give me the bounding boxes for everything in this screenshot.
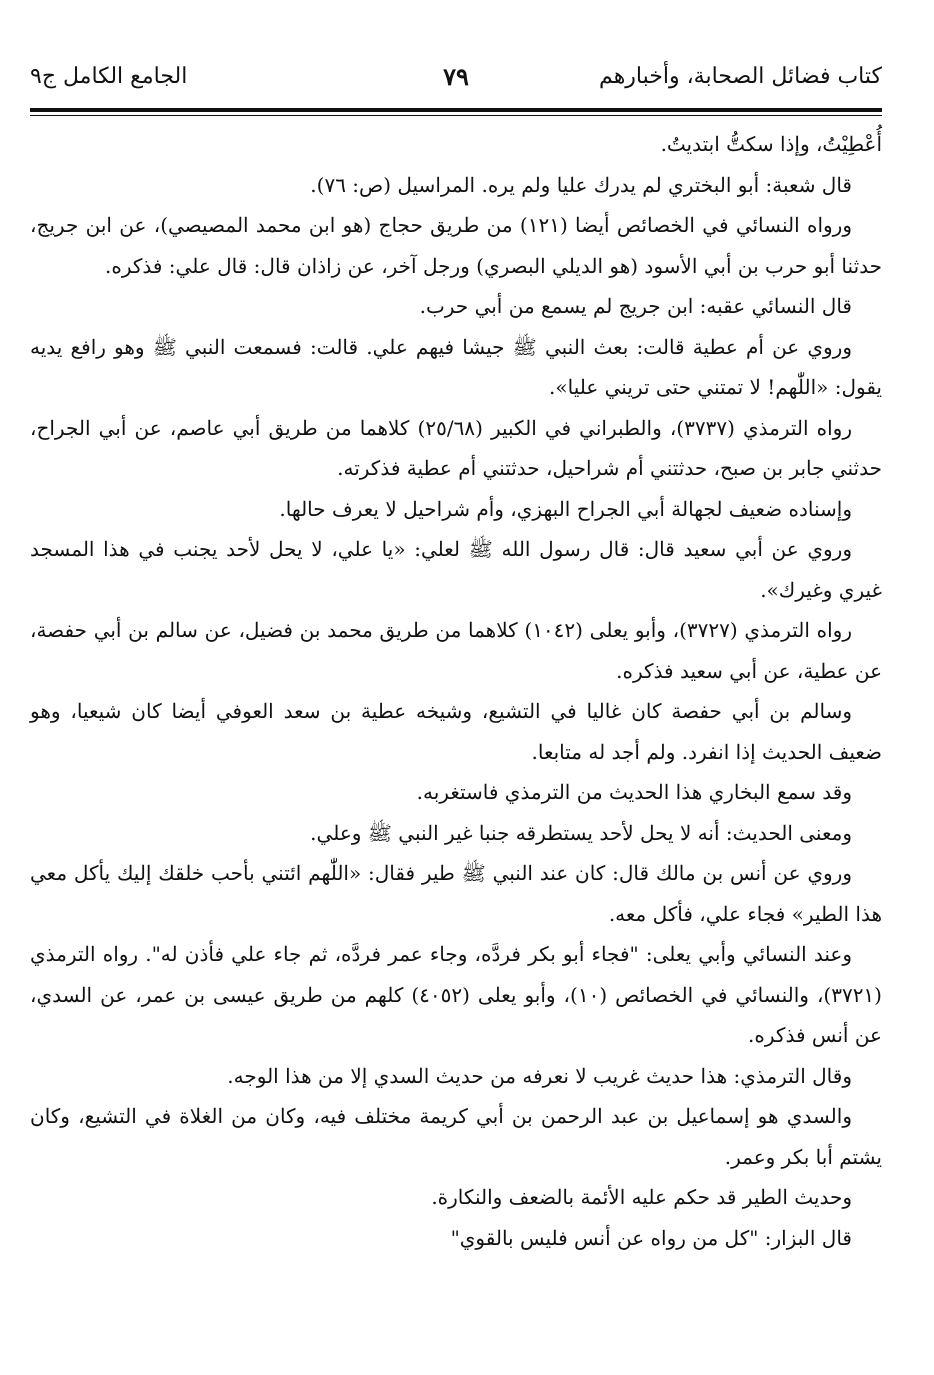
header-rule-thin	[30, 115, 882, 116]
page-number: ٧٩	[443, 62, 469, 91]
paragraph: ومعنى الحديث: أنه لا يحل لأحد يستطرقه جنبا غير النبي ﷺ وعلي.	[310, 820, 852, 845]
paragraph: رواه الترمذي (٣٧٣٧)، والطبراني في الكبير (٢٥/٦٨) كلاهما من طريق أبي عاصم، عن أبي الجراح، حدثني جابر بن صبح، حدثتني أم شراحيل، حدثتني أم عطية فذكرته.	[30, 415, 882, 480]
paragraph: وروي عن أم عطية قالت: بعث النبي ﷺ جيشا فيهم علي. قالت: فسمعت النبي ﷺ وهو رافع يديه يقول: «اللّٰهم! لا تمتني حتى تريني عليا».	[30, 334, 882, 399]
paragraph: وروي عن أنس بن مالك قال: كان عند النبي ﷺ طير فقال: «اللّٰهم ائتني بأحب خلقك إليك يأكل معي هذا الطير» فجاء علي، فأكل معه.	[30, 861, 882, 926]
paragraph: قال شعبة: أبو البختري لم يدرك عليا ولم يره. المراسيل (ص: ٧٦).	[310, 172, 852, 197]
paragraph: وقد سمع البخاري هذا الحديث من الترمذي فاستغربه.	[416, 780, 852, 804]
running-title-collection: الجامع الكامل ج٩	[30, 64, 188, 89]
header-rule-thick	[30, 108, 882, 112]
paragraph-continuation: أُعْطِيْتُ، وإذا سكتُّ ابتديتُ.	[660, 132, 882, 156]
paragraph: قال النسائي عقبه: ابن جريج لم يسمع من أبي حرب.	[419, 294, 852, 318]
paragraph: وعند النسائي وأبي يعلى: "فجاء أبو بكر فردَّه، وجاء عمر فردَّه، ثم جاء علي فأذن له". رواه الترمذي (٣٧٢١)، والنسائي في الخصائص (١٠)، وأبو يعلى (٤٠٥٢) كلهم من طريق عيسى بن عمر، عن السدي، عن أنس فذكره.	[30, 942, 882, 1047]
paragraph: وقال الترمذي: هذا حديث غريب لا نعرفه من حديث السدي إلا من هذا الوجه.	[227, 1063, 852, 1088]
paragraph: وسالم بن أبي حفصة كان غاليا في التشيع، وشيخه عطية بن سعد العوفي أيضا كان شيعيا، وهو ضعيف الحديث إذا انفرد. ولم أجد له متابعا.	[30, 699, 882, 764]
paragraph: وروي عن أبي سعيد قال: قال رسول الله ﷺ لعلي: «يا علي، لا يحل لأحد يجنب في هذا المسجد غيري وغيرك».	[30, 537, 882, 602]
paragraph: وحديث الطير قد حكم عليه الأئمة بالضعف والنكارة.	[431, 1185, 852, 1209]
paragraph: قال البزار: "كل من رواه عن أنس فليس بالقوي"	[450, 1225, 852, 1250]
page-body	[30, 124, 882, 1258]
paragraph: ورواه النسائي في الخصائص أيضا (١٢١) من طريق حجاج (هو ابن محمد المصيصي)، عن ابن جريج، حدثنا أبو حرب بن أبي الأسود (هو الديلي البصري) ورجل آخر، عن زاذان قال: قال علي: فذكره.	[30, 213, 882, 278]
running-title-book: كتاب فضائل الصحابة، وأخبارهم	[599, 64, 882, 89]
page-header	[30, 58, 882, 108]
paragraph: رواه الترمذي (٣٧٢٧)، وأبو يعلى (١٠٤٢) كلاهما من طريق محمد بن فضيل، عن سالم بن أبي حفصة، عن عطية، عن أبي سعيد فذكره.	[30, 618, 882, 683]
paragraph: والسدي هو إسماعيل بن عبد الرحمن بن أبي كريمة مختلف فيه، وكان من الغلاة في التشيع، وكان يشتم أبا بكر وعمر.	[30, 1104, 882, 1169]
paragraph: وإسناده ضعيف لجهالة أبي الجراح البهزي، وأم شراحيل لا يعرف حالها.	[279, 496, 852, 521]
